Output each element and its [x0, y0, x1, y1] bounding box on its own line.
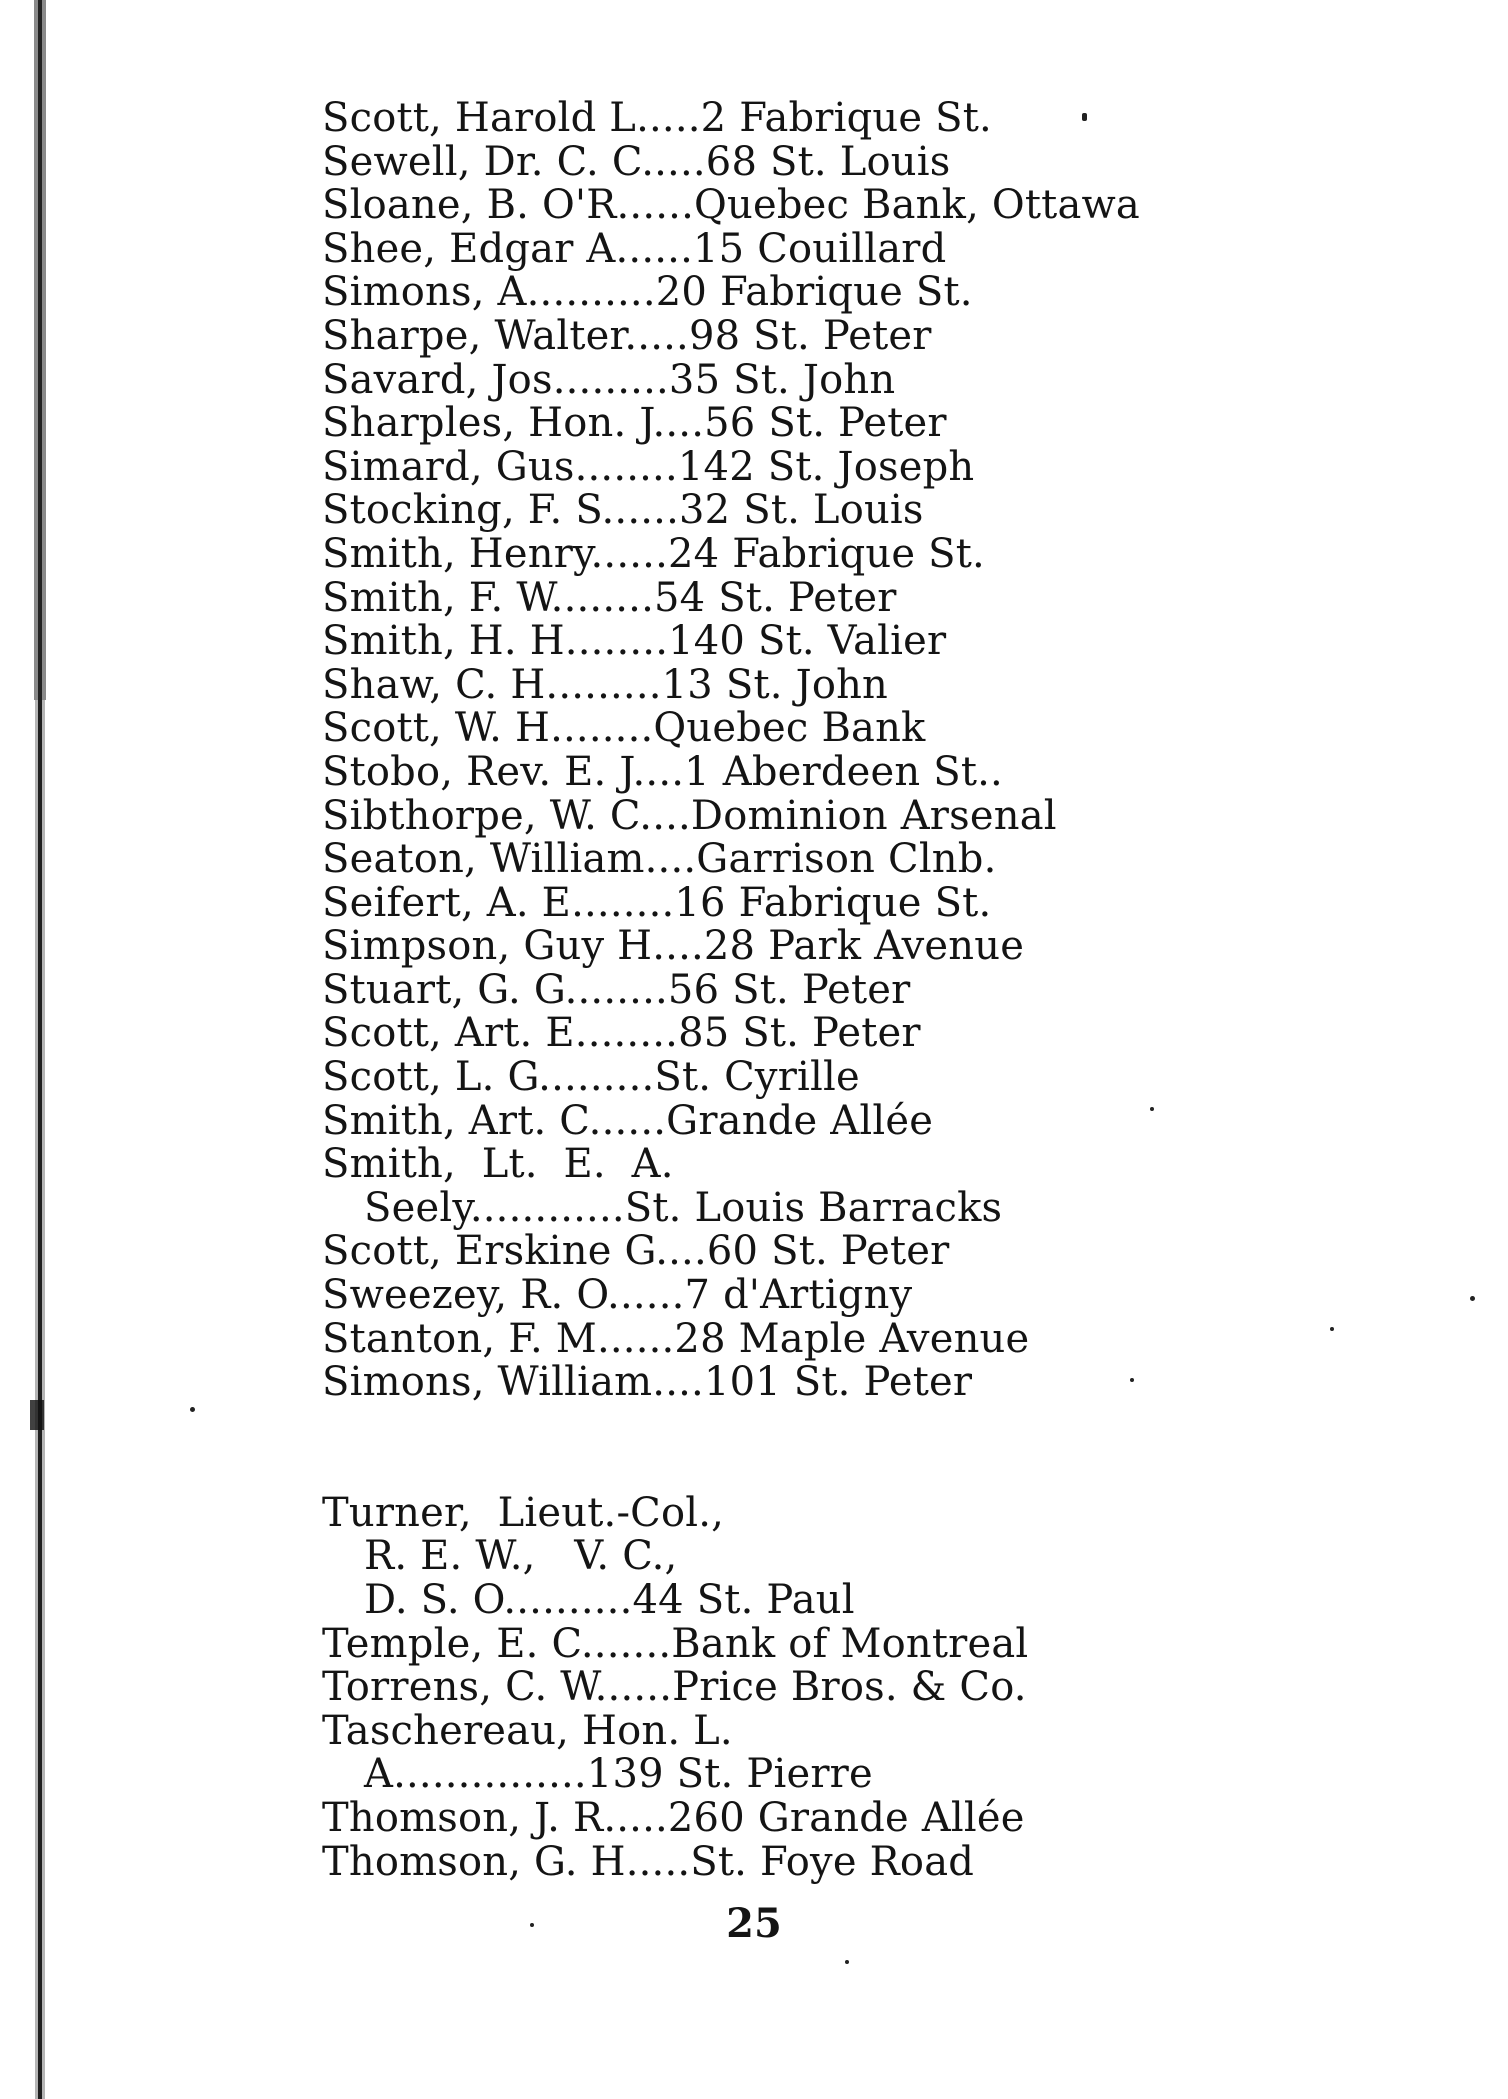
directory-entry: Torrens, C. W......Price Bros. & Co. [322, 1664, 1027, 1711]
directory-entry: Stanton, F. M......28 Maple Avenue [322, 1315, 1030, 1362]
directory-entry: Shee, Edgar A......15 Couillard [322, 225, 947, 272]
directory-entry: Smith, Henry......24 Fabrique St. [322, 530, 985, 577]
directory-entry: Smith, Art. C......Grande Allée [322, 1097, 934, 1144]
directory-entry: Taschereau, Hon. L. [322, 1707, 733, 1754]
directory-entry: Temple, E. C.......Bank of Montreal [322, 1620, 1029, 1667]
binding-edge [30, 0, 50, 2099]
directory-entry: Shaw, C. H.........13 St. John [322, 661, 889, 708]
ink-speck [1150, 1107, 1154, 1111]
directory-entry-continuation: Seely............St. Louis Barracks [364, 1184, 1003, 1231]
directory-entry: Savard, Jos.........35 St. John [322, 356, 896, 403]
ink-speck [1130, 1378, 1134, 1382]
directory-entry-continuation: D. S. O..........44 St. Paul [364, 1577, 855, 1623]
page-number: 25 [726, 1900, 782, 1947]
ink-speck [845, 1960, 849, 1964]
directory-entry: Scott, Erskine G....60 St. Peter [322, 1228, 950, 1275]
directory-entry: Smith, Lt. E. A. [322, 1141, 674, 1188]
directory-entry: Scott, Art. E........85 St. Peter [322, 1010, 921, 1057]
directory-entry: Stobo, Rev. E. J....1 Aberdeen St.. [322, 748, 1003, 795]
directory-entry: Stuart, G. G........56 St. Peter [322, 966, 911, 1013]
directory-entry: Smith, H. H........140 St. Valier [322, 618, 947, 665]
directory-entry: Simpson, Guy H....28 Park Avenue [322, 923, 1025, 970]
directory-entry: Sewell, Dr. C. C.....68 St. Louis [322, 138, 951, 185]
directory-entry: Stocking, F. S......32 St. Louis [322, 487, 924, 534]
directory-entry: Scott, W. H........Quebec Bank [322, 705, 926, 752]
directory-entry: Sloane, B. O'R......Quebec Bank, Ottawa [322, 182, 1140, 229]
directory-entry: Seifert, A. E........16 Fabrique St. [322, 879, 992, 926]
directory-entry: Simard, Gus........142 St. Joseph [322, 443, 975, 490]
section-gap [322, 1405, 1322, 1492]
ink-speck [1082, 113, 1087, 121]
directory-entry: Seaton, William....Garrison Clnb. [322, 836, 997, 883]
ink-speck [1330, 1327, 1334, 1331]
directory-entry: Sibthorpe, W. C....Dominion Arsenal [322, 792, 1057, 839]
ink-speck [190, 1407, 195, 1412]
directory-entry: Turner, Lieut.-Col., [322, 1489, 725, 1536]
directory-entry: Sharples, Hon. J....56 St. Peter [322, 400, 947, 447]
directory-entry-continuation: R. E. W., V. C., [364, 1533, 678, 1580]
directory-listing [322, 97, 1322, 1884]
directory-entry: Sharpe, Walter.....98 St. Peter [322, 312, 932, 359]
ink-speck [530, 1923, 534, 1927]
directory-entry: Simons, William....101 St. Peter [322, 1359, 973, 1406]
directory-entry: Simons, A..........20 Fabrique St. [322, 269, 973, 316]
directory-entry: Smith, F. W........54 St. Peter [322, 574, 897, 621]
directory-entry: Scott, Harold L.....2 Fabrique St. [322, 95, 992, 141]
directory-entry: Sweezey, R. O......7 d'Artigny [322, 1272, 913, 1319]
directory-entry: Thomson, J. R.....260 Grande Allée [322, 1794, 1025, 1841]
directory-entry: Thomson, G. H.....St. Foye Road [322, 1838, 975, 1885]
directory-entry-continuation: A...............139 St. Pierre [364, 1751, 873, 1798]
directory-entry: Scott, L. G.........St. Cyrille [322, 1054, 860, 1101]
ink-speck [1470, 1296, 1475, 1301]
